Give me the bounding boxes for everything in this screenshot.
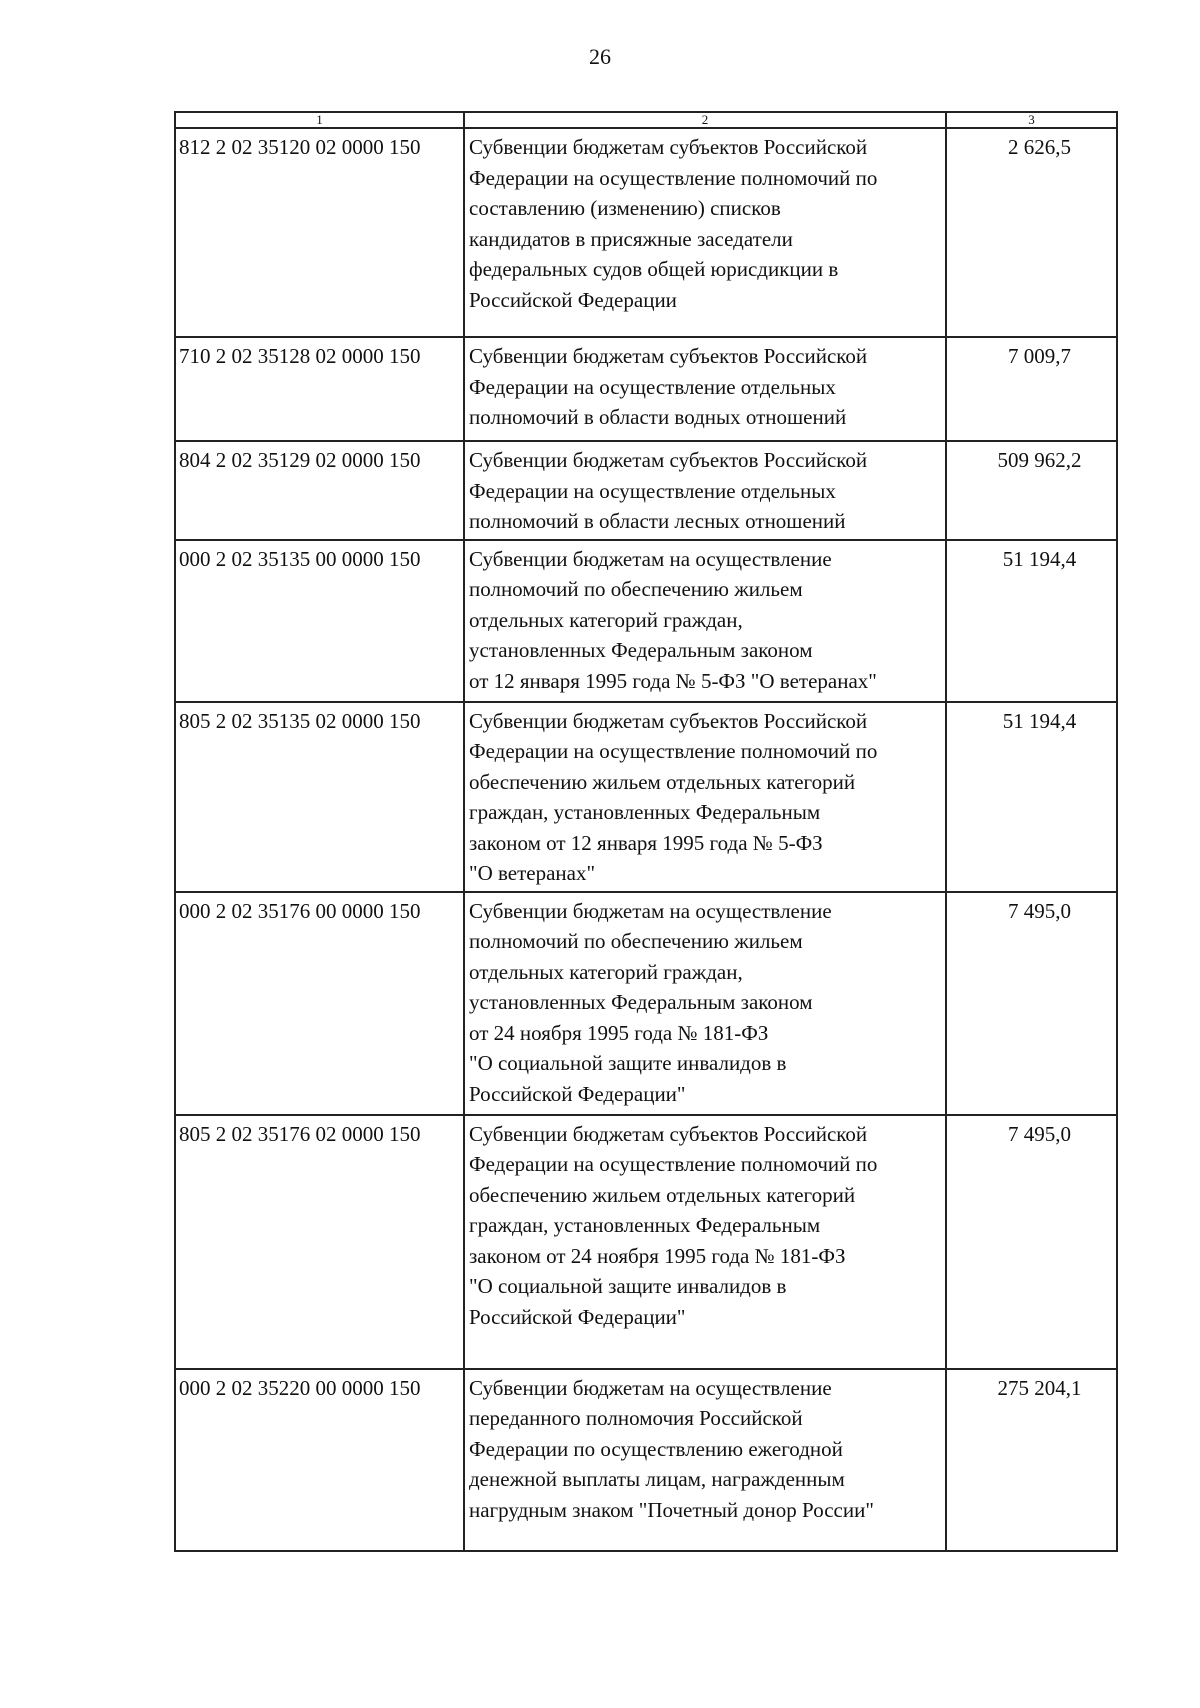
amount-cell: 509 962,2 — [946, 441, 1117, 540]
column-header-code: 1 — [175, 112, 464, 128]
page-number: 26 — [589, 44, 611, 69]
table-row — [175, 1115, 1117, 1369]
description-cell: Субвенции бюджетам на осуществление переданного полномочия Российской Федерации по осуществлению ежегодной денежной выплаты лицам, награжденным нагрудным знаком "Почетный донор России" — [464, 1369, 946, 1551]
amount-cell: 275 204,1 — [946, 1369, 1117, 1551]
table-row — [175, 540, 1117, 702]
column-header-description: 2 — [464, 112, 946, 128]
budget-code-cell: 805 2 02 35135 02 0000 150 — [175, 702, 464, 892]
table-row — [175, 337, 1117, 441]
amount-cell: 7 495,0 — [946, 1115, 1117, 1369]
amount-cell: 7 009,7 — [946, 337, 1117, 441]
budget-code-cell: 804 2 02 35129 02 0000 150 — [175, 441, 464, 540]
budget-code-cell: 805 2 02 35176 02 0000 150 — [175, 1115, 464, 1369]
budget-code-cell: 710 2 02 35128 02 0000 150 — [175, 337, 464, 441]
budget-code-cell: 000 2 02 35135 00 0000 150 — [175, 540, 464, 702]
table-row — [175, 892, 1117, 1115]
table-row — [175, 441, 1117, 540]
description-cell: Субвенции бюджетам субъектов Российской Федерации на осуществление полномочий по обеспечению жильем отдельных категорий граждан, установленных Федеральным законом от 12 января 1995 года № 5-ФЗ "О ветеранах" — [464, 702, 946, 892]
table-row — [175, 702, 1117, 892]
amount-cell: 7 495,0 — [946, 892, 1117, 1115]
description-cell: Субвенции бюджетам субъектов Российской Федерации на осуществление отдельных полномочий в области лесных отношений — [464, 441, 946, 540]
budget-table — [174, 111, 1118, 1552]
description-cell: Субвенции бюджетам субъектов Российской Федерации на осуществление полномочий по составлению (изменению) списков кандидатов в присяжные заседатели федеральных судов общей юрисдикции в Российской Федерации — [464, 128, 946, 337]
column-header-amount: 3 — [946, 112, 1117, 128]
description-cell: Субвенции бюджетам субъектов Российской Федерации на осуществление полномочий по обеспечению жильем отдельных категорий граждан, установленных Федеральным законом от 24 ноября 1995 года № 181-ФЗ "О социальной защите инвалидов в Российской Федерации" — [464, 1115, 946, 1369]
table-row — [175, 128, 1117, 337]
description-cell: Субвенции бюджетам на осуществление полномочий по обеспечению жильем отдельных категорий граждан, установленных Федеральным законом от 24 ноября 1995 года № 181-ФЗ "О социальной защите инвалидов в Российской Федерации" — [464, 892, 946, 1115]
description-cell: Субвенции бюджетам субъектов Российской Федерации на осуществление отдельных полномочий в области водных отношений — [464, 337, 946, 441]
table-header-row — [175, 112, 1117, 128]
amount-cell: 51 194,4 — [946, 702, 1117, 892]
amount-cell: 2 626,5 — [946, 128, 1117, 337]
description-cell: Субвенции бюджетам на осуществление полномочий по обеспечению жильем отдельных категорий граждан, установленных Федеральным законом от 12 января 1995 года № 5-ФЗ "О ветеранах" — [464, 540, 946, 702]
amount-cell: 51 194,4 — [946, 540, 1117, 702]
budget-code-cell: 812 2 02 35120 02 0000 150 — [175, 128, 464, 337]
budget-code-cell: 000 2 02 35220 00 0000 150 — [175, 1369, 464, 1551]
budget-code-cell: 000 2 02 35176 00 0000 150 — [175, 892, 464, 1115]
table-row — [175, 1369, 1117, 1551]
